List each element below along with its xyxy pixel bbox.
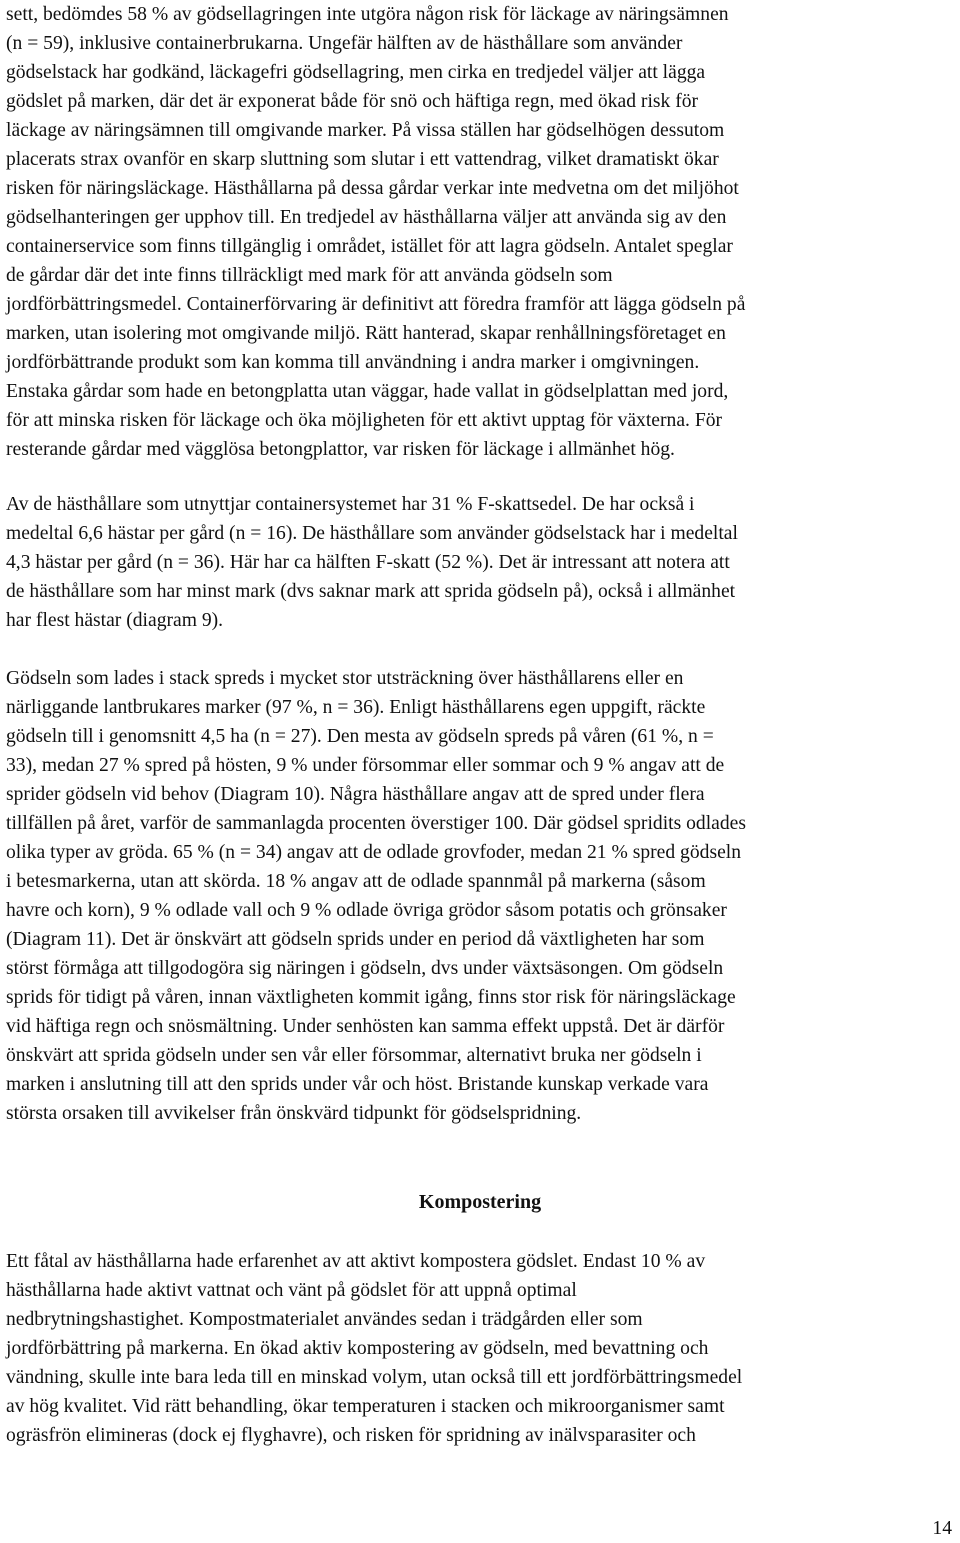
- text-line: 33), medan 27 % spred på hösten, 9 % under försommar eller sommar och 9 % angav att de: [6, 755, 725, 776]
- text-line: (Diagram 11). Det är önskvärt att gödseln sprids under en period då växtligheten har som: [6, 929, 705, 950]
- text-line: havre och korn), 9 % odlade vall och 9 % odlade övriga grödor såsom potatis och grönsaker: [6, 900, 727, 921]
- text-line: gödselstack har godkänd, läckagefri gödsellagring, men cirka en tredjedel väljer att lägga: [6, 62, 706, 83]
- text-line: de hästhållare som har minst mark (dvs saknar mark att sprida gödseln på), också i allmänhet: [6, 581, 736, 602]
- text-line: jordförbättringsmedel. Containerförvaring är definitivt att föredra framför att lägga gödseln på: [6, 294, 746, 315]
- text-line: av hög kvalitet. Vid rätt behandling, ökar temperaturen i stacken och mikroorganismer samt: [6, 1396, 725, 1417]
- text-line: sprider gödseln vid behov (Diagram 10). Några hästhållare angav att de spred under flera: [6, 784, 705, 805]
- text-line: gödslet på marken, där det är exponerat både för snö och häftiga regn, med ökad risk för: [6, 91, 699, 112]
- text-line: vändning, skulle inte bara leda till en minskad volym, utan också till ett jordförbättringsmedel: [6, 1367, 743, 1388]
- text-line: marken i anslutning till att den sprids under vår och höst. Bristande kunskap verkade vara: [6, 1074, 709, 1095]
- text-line: önskvärt att sprida gödseln under sen vår eller försommar, alternativt bruka ner gödseln i: [6, 1045, 702, 1066]
- text-line: har flest hästar (diagram 9).: [6, 610, 224, 631]
- text-line: störst förmåga att tillgodogöra sig näringen i gödseln, dvs under växtsäsongen. Om gödseln: [6, 958, 724, 979]
- text-line: olika typer av gröda. 65 % (n = 34) angav att de odlade grovfoder, medan 21 % spred gödseln: [6, 842, 742, 863]
- text-line: Enstaka gårdar som hade en betongplatta utan väggar, hade vallat in gödselplattan med jord,: [6, 381, 729, 402]
- text-line: nedbrytningshastighet. Kompostmaterialet användes sedan i trädgården eller som: [6, 1309, 643, 1330]
- text-line: gödselhanteringen ger upphov till. En tredjedel av hästhållarna väljer att använda sig av den: [6, 207, 727, 228]
- text-line: Ett fåtal av hästhållarna hade erfarenhet av att aktivt kompostera gödslet. Endast 10 % av: [6, 1251, 706, 1272]
- text-line: resterande gårdar med vägglösa betongplattor, var risken för läckage i allmänhet hög.: [6, 439, 675, 460]
- paragraph-composting: [6, 1247, 742, 1450]
- text-line: medeltal 6,6 hästar per gård (n = 16). De hästhållare som använder gödselstack har i medeltal: [6, 523, 738, 544]
- text-line: de gårdar där det inte finns tillräckligt med mark för att använda gödseln som: [6, 265, 613, 286]
- text-line: hästhållarna hade aktivt vattnat och vänt på gödslet för att uppnå optimal: [6, 1280, 577, 1301]
- text-line: (n = 59), inklusive containerbrukarna. Ungefär hälften av de hästhållare som använder: [6, 33, 683, 54]
- text-line: största orsaken till avvikelser från önskvärd tidpunkt för gödselspridning.: [6, 1103, 582, 1124]
- text-line: Gödseln som lades i stack spreds i mycket stor utsträckning över hästhållarens eller en: [6, 668, 684, 689]
- text-line: vid häftiga regn och snösmältning. Under senhösten kan samma effekt uppstå. Det är därför: [6, 1016, 725, 1037]
- text-line: placerats strax ovanför en skarp sluttning som slutar i ett vattendrag, vilket dramatiskt ökar: [6, 149, 719, 170]
- text-line: risken för näringsläckage. Hästhållarna på dessa gårdar verkar inte medvetna om det miljöhot: [6, 178, 739, 199]
- text-line: tillfällen på året, varför de sammanlagda procenten överstiger 100. Där gödsel spridits odlades: [6, 813, 746, 834]
- text-line: läckage av näringsämnen till omgivande marker. På vissa ställen har gödselhögen dessutom: [6, 120, 725, 141]
- text-line: jordförbättring på markerna. En ökad aktiv kompostering av gödseln, med bevattning och: [6, 1338, 709, 1359]
- paragraph-manure-spreading: [6, 664, 746, 1128]
- text-line: jordförbättrande produkt som kan komma till användning i andra marker i omgivningen.: [6, 352, 700, 373]
- section-heading: Kompostering: [418, 1191, 542, 1213]
- text-line: ogräsfrön elimineras (dock ej flyghavre), och risken för spridning av inälvsparasiter och: [6, 1425, 696, 1446]
- text-line: sett, bedömdes 58 % av gödsellagringen inte utgöra någon risk för läckage av näringsämnen: [6, 4, 729, 25]
- text-line: i betesmarkerna, utan att skörda. 18 % angav att de odlade spannmål på markerna (såsom: [6, 871, 706, 892]
- text-line: Av de hästhållare som utnyttjar containersystemet har 31 % F-skattsedel. De har också i: [6, 494, 695, 515]
- paragraph-manure-storage: [6, 0, 745, 464]
- paragraph-container-system: [6, 490, 738, 635]
- text-line: containerservice som finns tillgänglig i området, istället för att lagra gödseln. Antalet speglar: [6, 236, 733, 257]
- text-line: närliggande lantbrukares marker (97 %, n = 36). Enligt hästhållarens egen uppgift, räckte: [6, 697, 706, 718]
- text-line: sprids för tidigt på våren, innan växtligheten kommit igång, finns stor risk för näringsläckage: [6, 987, 736, 1008]
- text-line: gödseln till i genomsnitt 4,5 ha (n = 27). Den mesta av gödseln spreds på våren (61 %, n =: [6, 726, 714, 747]
- text-line: 4,3 hästar per gård (n = 36). Här har ca hälften F-skatt (52 %). Det är intressant att notera att: [6, 552, 730, 573]
- page-number: 14: [932, 1518, 952, 1539]
- text-line: för att minska risken för läckage och öka möjligheten för ett aktivt upptag för växterna. För: [6, 410, 723, 431]
- text-line: marken, utan isolering mot omgivande miljö. Rätt hanterad, skapar renhållningsföretaget en: [6, 323, 726, 344]
